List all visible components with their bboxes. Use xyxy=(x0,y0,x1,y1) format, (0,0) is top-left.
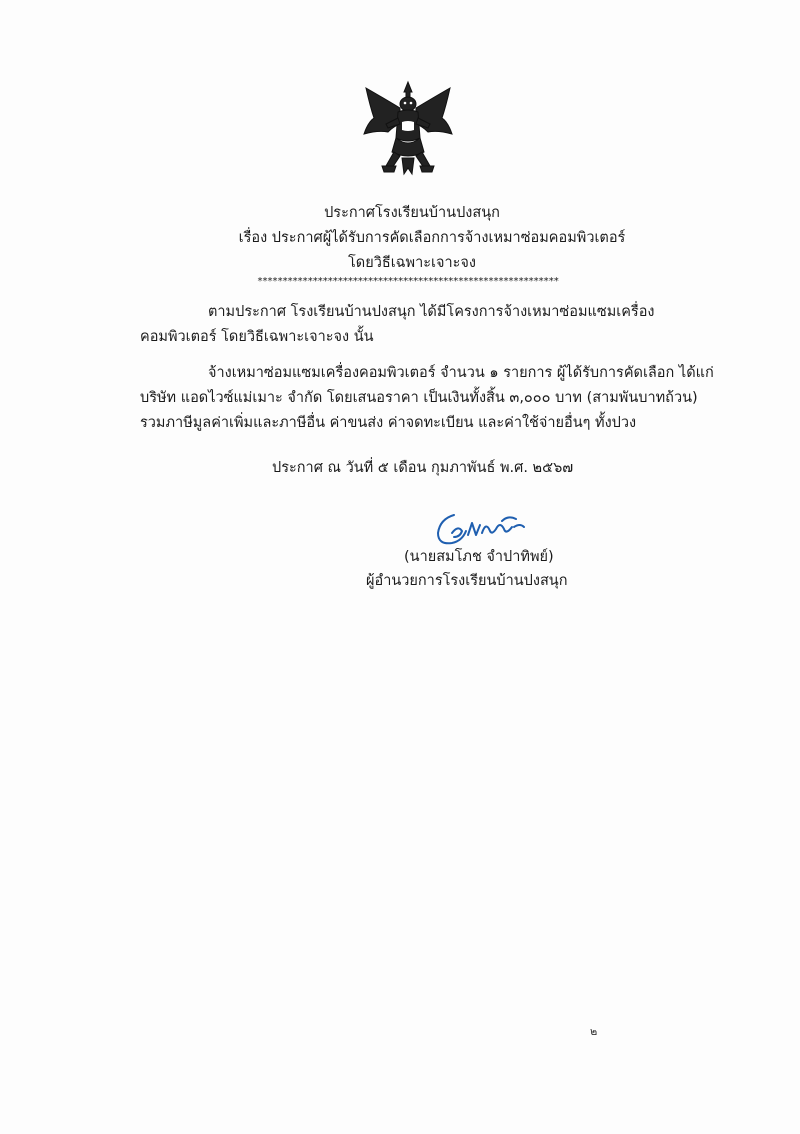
announcement-date: ประกาศ ณ วันที่ ๕ เดือน กุมภาพันธ์ พ.ศ. ๒๕๖๗ xyxy=(272,460,574,476)
announcement-subject: เรื่อง ประกาศผู้ได้รับการคัดเลือกการจ้างเหมาซ่อมคอมพิวเตอร์ xyxy=(238,230,626,246)
garuda-emblem-icon xyxy=(360,78,456,178)
signer-name: (นายสมโภช จำปาทิพย์) xyxy=(404,549,554,565)
body-paragraph-2: จ้างเหมาซ่อมแซมเครื่องคอมพิวเตอร์ จำนวน ๑ รายการ ผู้ได้รับการคัดเลือก ได้แก่ บริษัท แอดไวซ์แม่เมาะ จำกัด โดยเสนอราคา เป็นเงินทั้งสิ้น ๓,๐๐๐ บาท (สามพันบาทถ้วน) รวมภาษีมูลค่าเพิ่มและภาษีอื่น ค่าขนส่ง ค่าจดทะเบียน และค่าใช้จ่ายอื่นๆ ทั้งปวง xyxy=(140,365,714,431)
signer-title: ผู้อำนวยการโรงเรียนบ้านปงสนุก xyxy=(366,573,568,589)
handwritten-signature xyxy=(432,505,528,551)
body-paragraph-1: ตามประกาศ โรงเรียนบ้านปงสนุก ได้มีโครงการจ้างเหมาซ่อมแซมเครื่องคอมพิวเตอร์ โดยวิธีเฉพาะเจาะจง นั้น xyxy=(140,304,655,345)
page-mark: ๒ xyxy=(590,1025,598,1038)
asterisk-separator: ************************************************************ xyxy=(257,276,559,287)
announcement-issuer: ประกาศโรงเรียนบ้านปงสนุก xyxy=(324,205,500,221)
procurement-method: โดยวิธีเฉพาะเจาะจง xyxy=(348,255,476,271)
